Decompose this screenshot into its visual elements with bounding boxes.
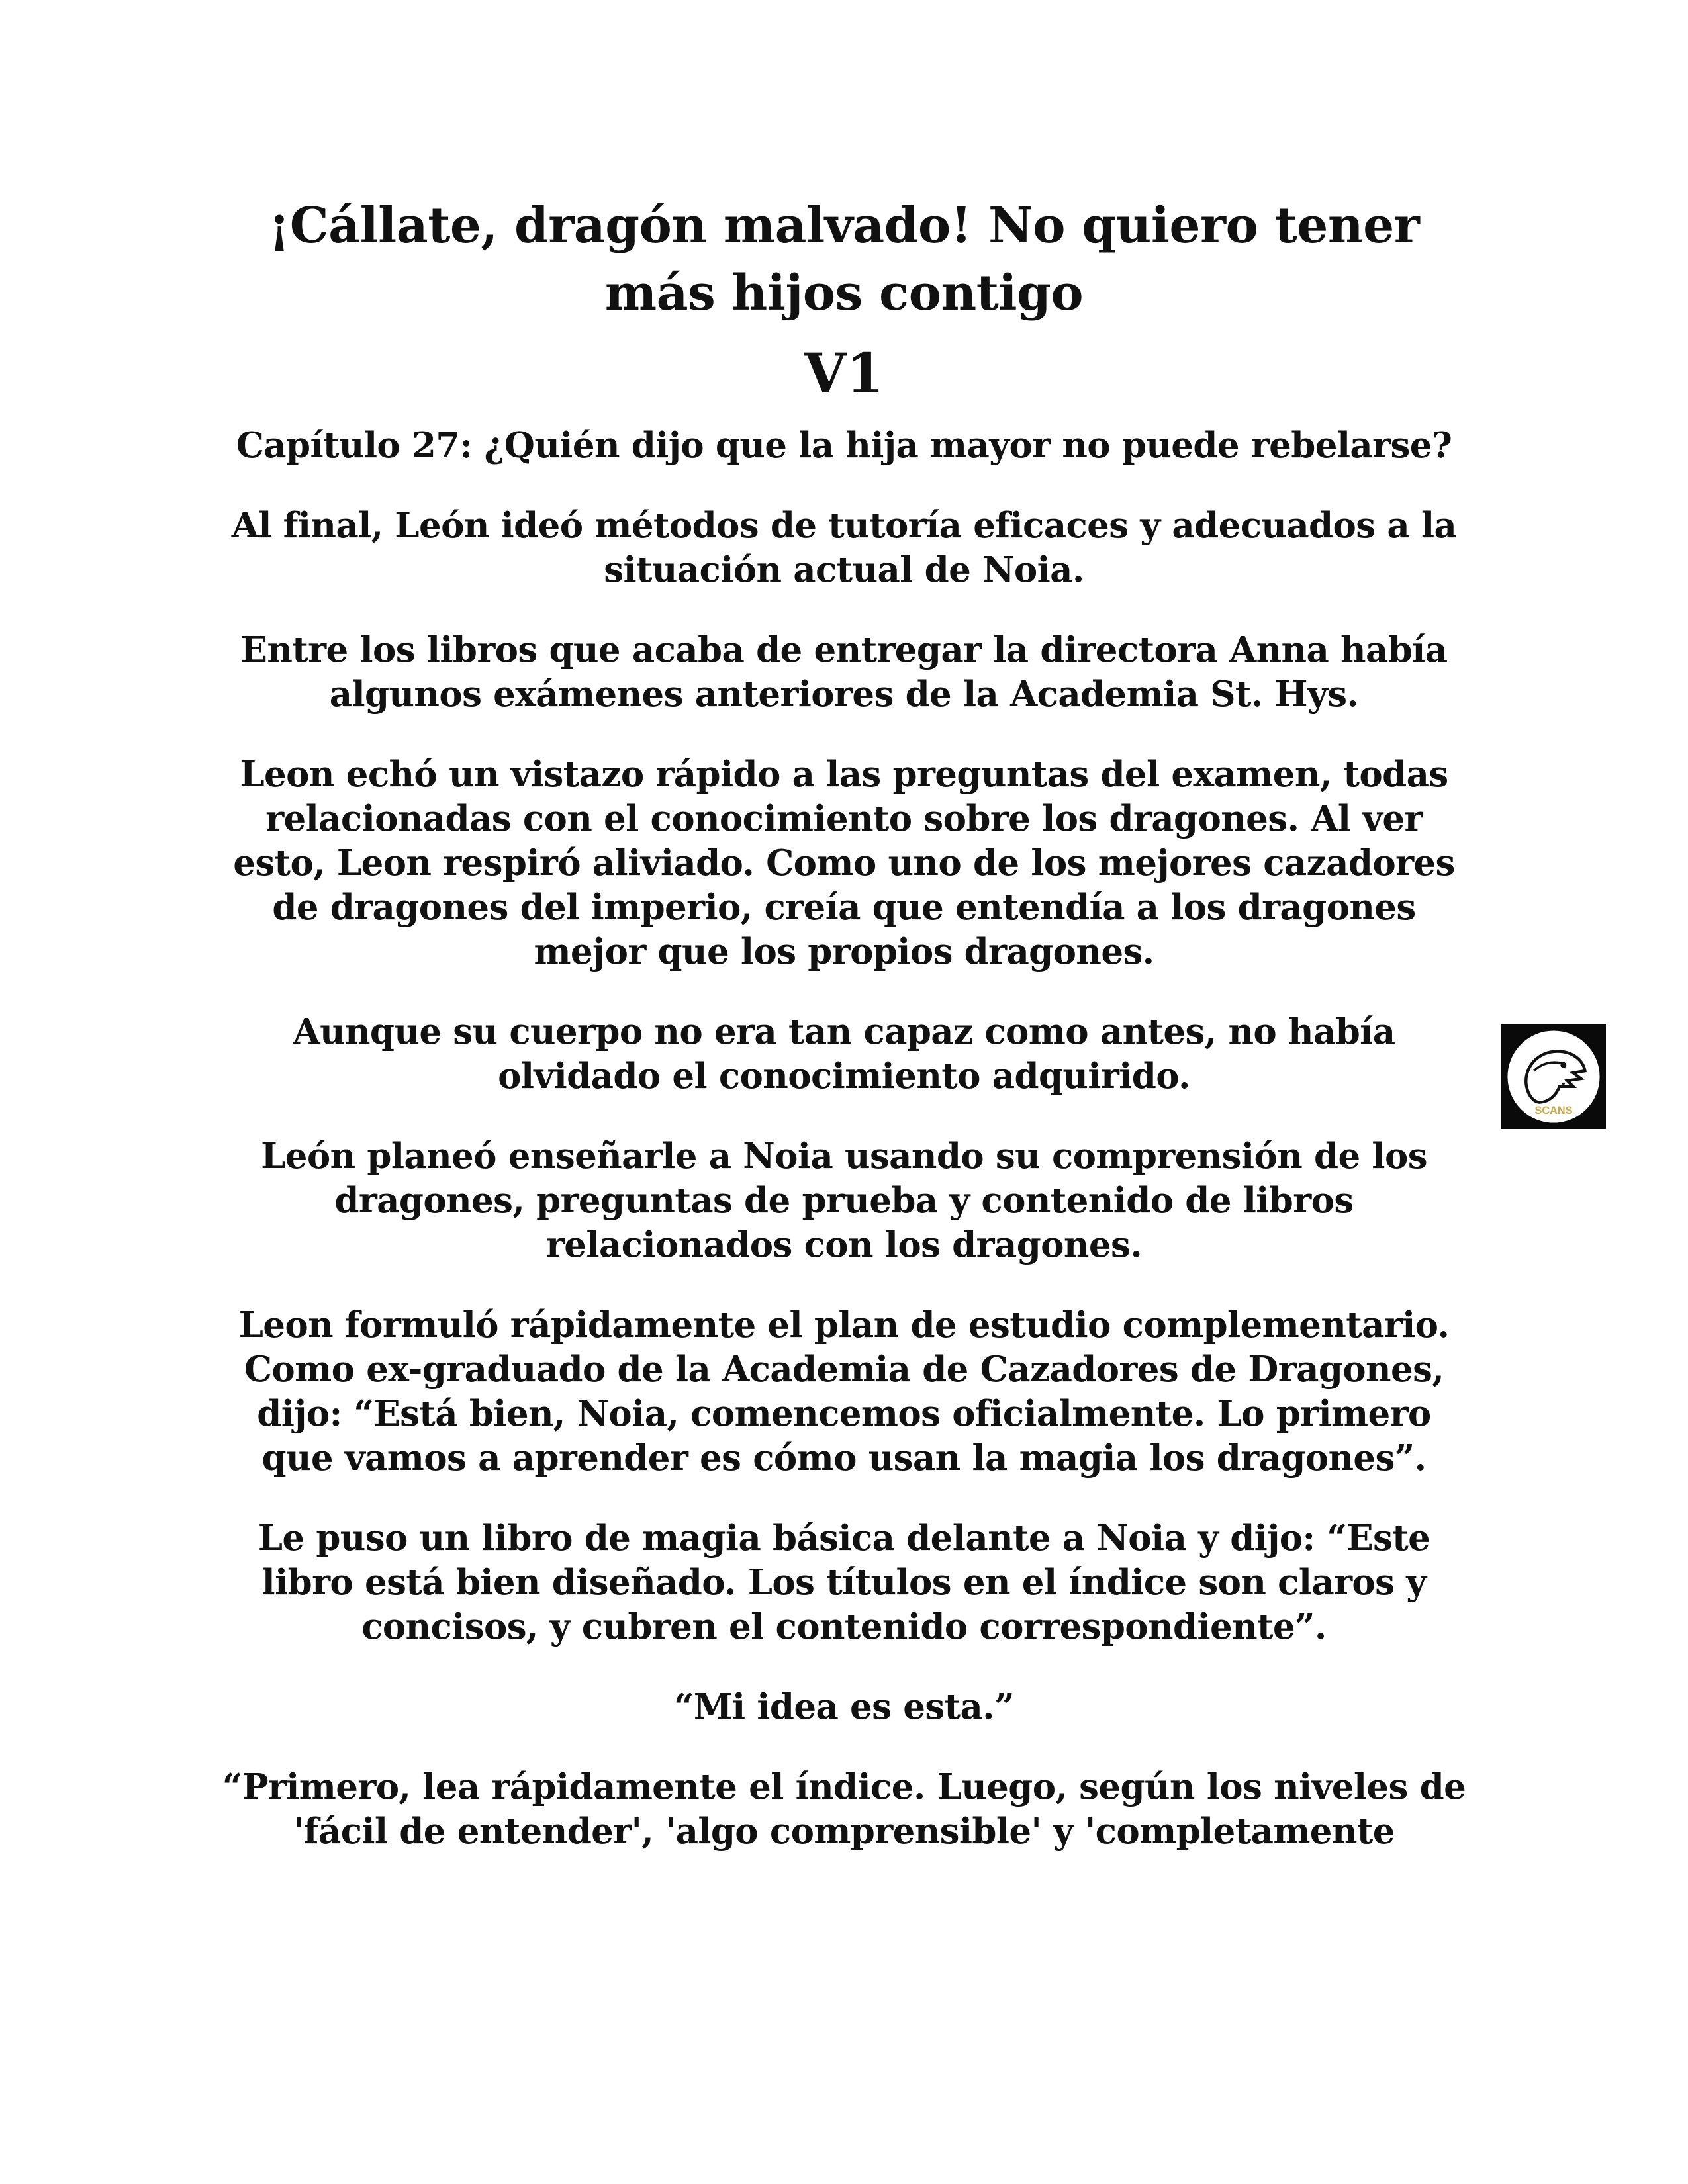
- dinosaur-logo-icon: [1505, 1028, 1603, 1126]
- chapter-heading: Capítulo 27: ¿Quién dijo que la hija mayor no puede rebelarse?: [236, 425, 1452, 466]
- document-body: [218, 424, 1470, 1889]
- paragraph: León planeó enseñarle a Noia usando su comprensión de los dragones, preguntas de prueba y contenido de libros relacionados con los dragones.: [261, 1136, 1427, 1265]
- paragraph: Leon formuló rápidamente el plan de estudio complementario. Como ex-graduado de la Academia de Cazadores de Dragones, dijo: “Está bien, Noia, comencemos oficialmente. Lo primero que vamos a aprender es cómo usan la magia los dragones”.: [238, 1304, 1450, 1479]
- document-title: [199, 192, 1489, 327]
- scanlation-logo: [1501, 1024, 1606, 1129]
- title-line-1: ¡Cállate, dragón malvado! No quiero tener: [268, 197, 1420, 254]
- paragraph: Aunque su cuerpo no era tan capaz como antes, no había olvidado el conocimiento adquirido.: [293, 1011, 1395, 1097]
- logo-text: SCANS: [1534, 1105, 1573, 1117]
- paragraph: “Mi idea es esta.”: [674, 1686, 1014, 1727]
- title-line-2: más hijos contigo: [604, 265, 1084, 322]
- volume-label: V1: [804, 342, 884, 406]
- paragraph: Al final, León ideó métodos de tutoría eficaces y adecuados a la situación actual de Noia.: [231, 505, 1457, 590]
- paragraph: Entre los libros que acaba de entregar la directora Anna había algunos exámenes anteriores de la Academia St. Hys.: [240, 629, 1448, 715]
- paragraph: “Primero, lea rápidamente el índice. Luego, según los niveles de 'fácil de entender', 'algo comprensible' y 'completamente: [222, 1766, 1466, 1852]
- paragraph: Leon echó un vistazo rápido a las preguntas del examen, todas relacionadas con el conocimiento sobre los dragones. Al ver esto, Leon respiró aliviado. Como uno de los mejores cazadores de dragones del imperio, creía que entendía a los dragones mejor que los propios dragones.: [233, 754, 1455, 972]
- paragraph: Le puso un libro de magia básica delante a Noia y dijo: “Este libro está bien diseñado. Los títulos en el índice son claros y concisos, y cubren el contenido correspondiente”.: [258, 1518, 1430, 1647]
